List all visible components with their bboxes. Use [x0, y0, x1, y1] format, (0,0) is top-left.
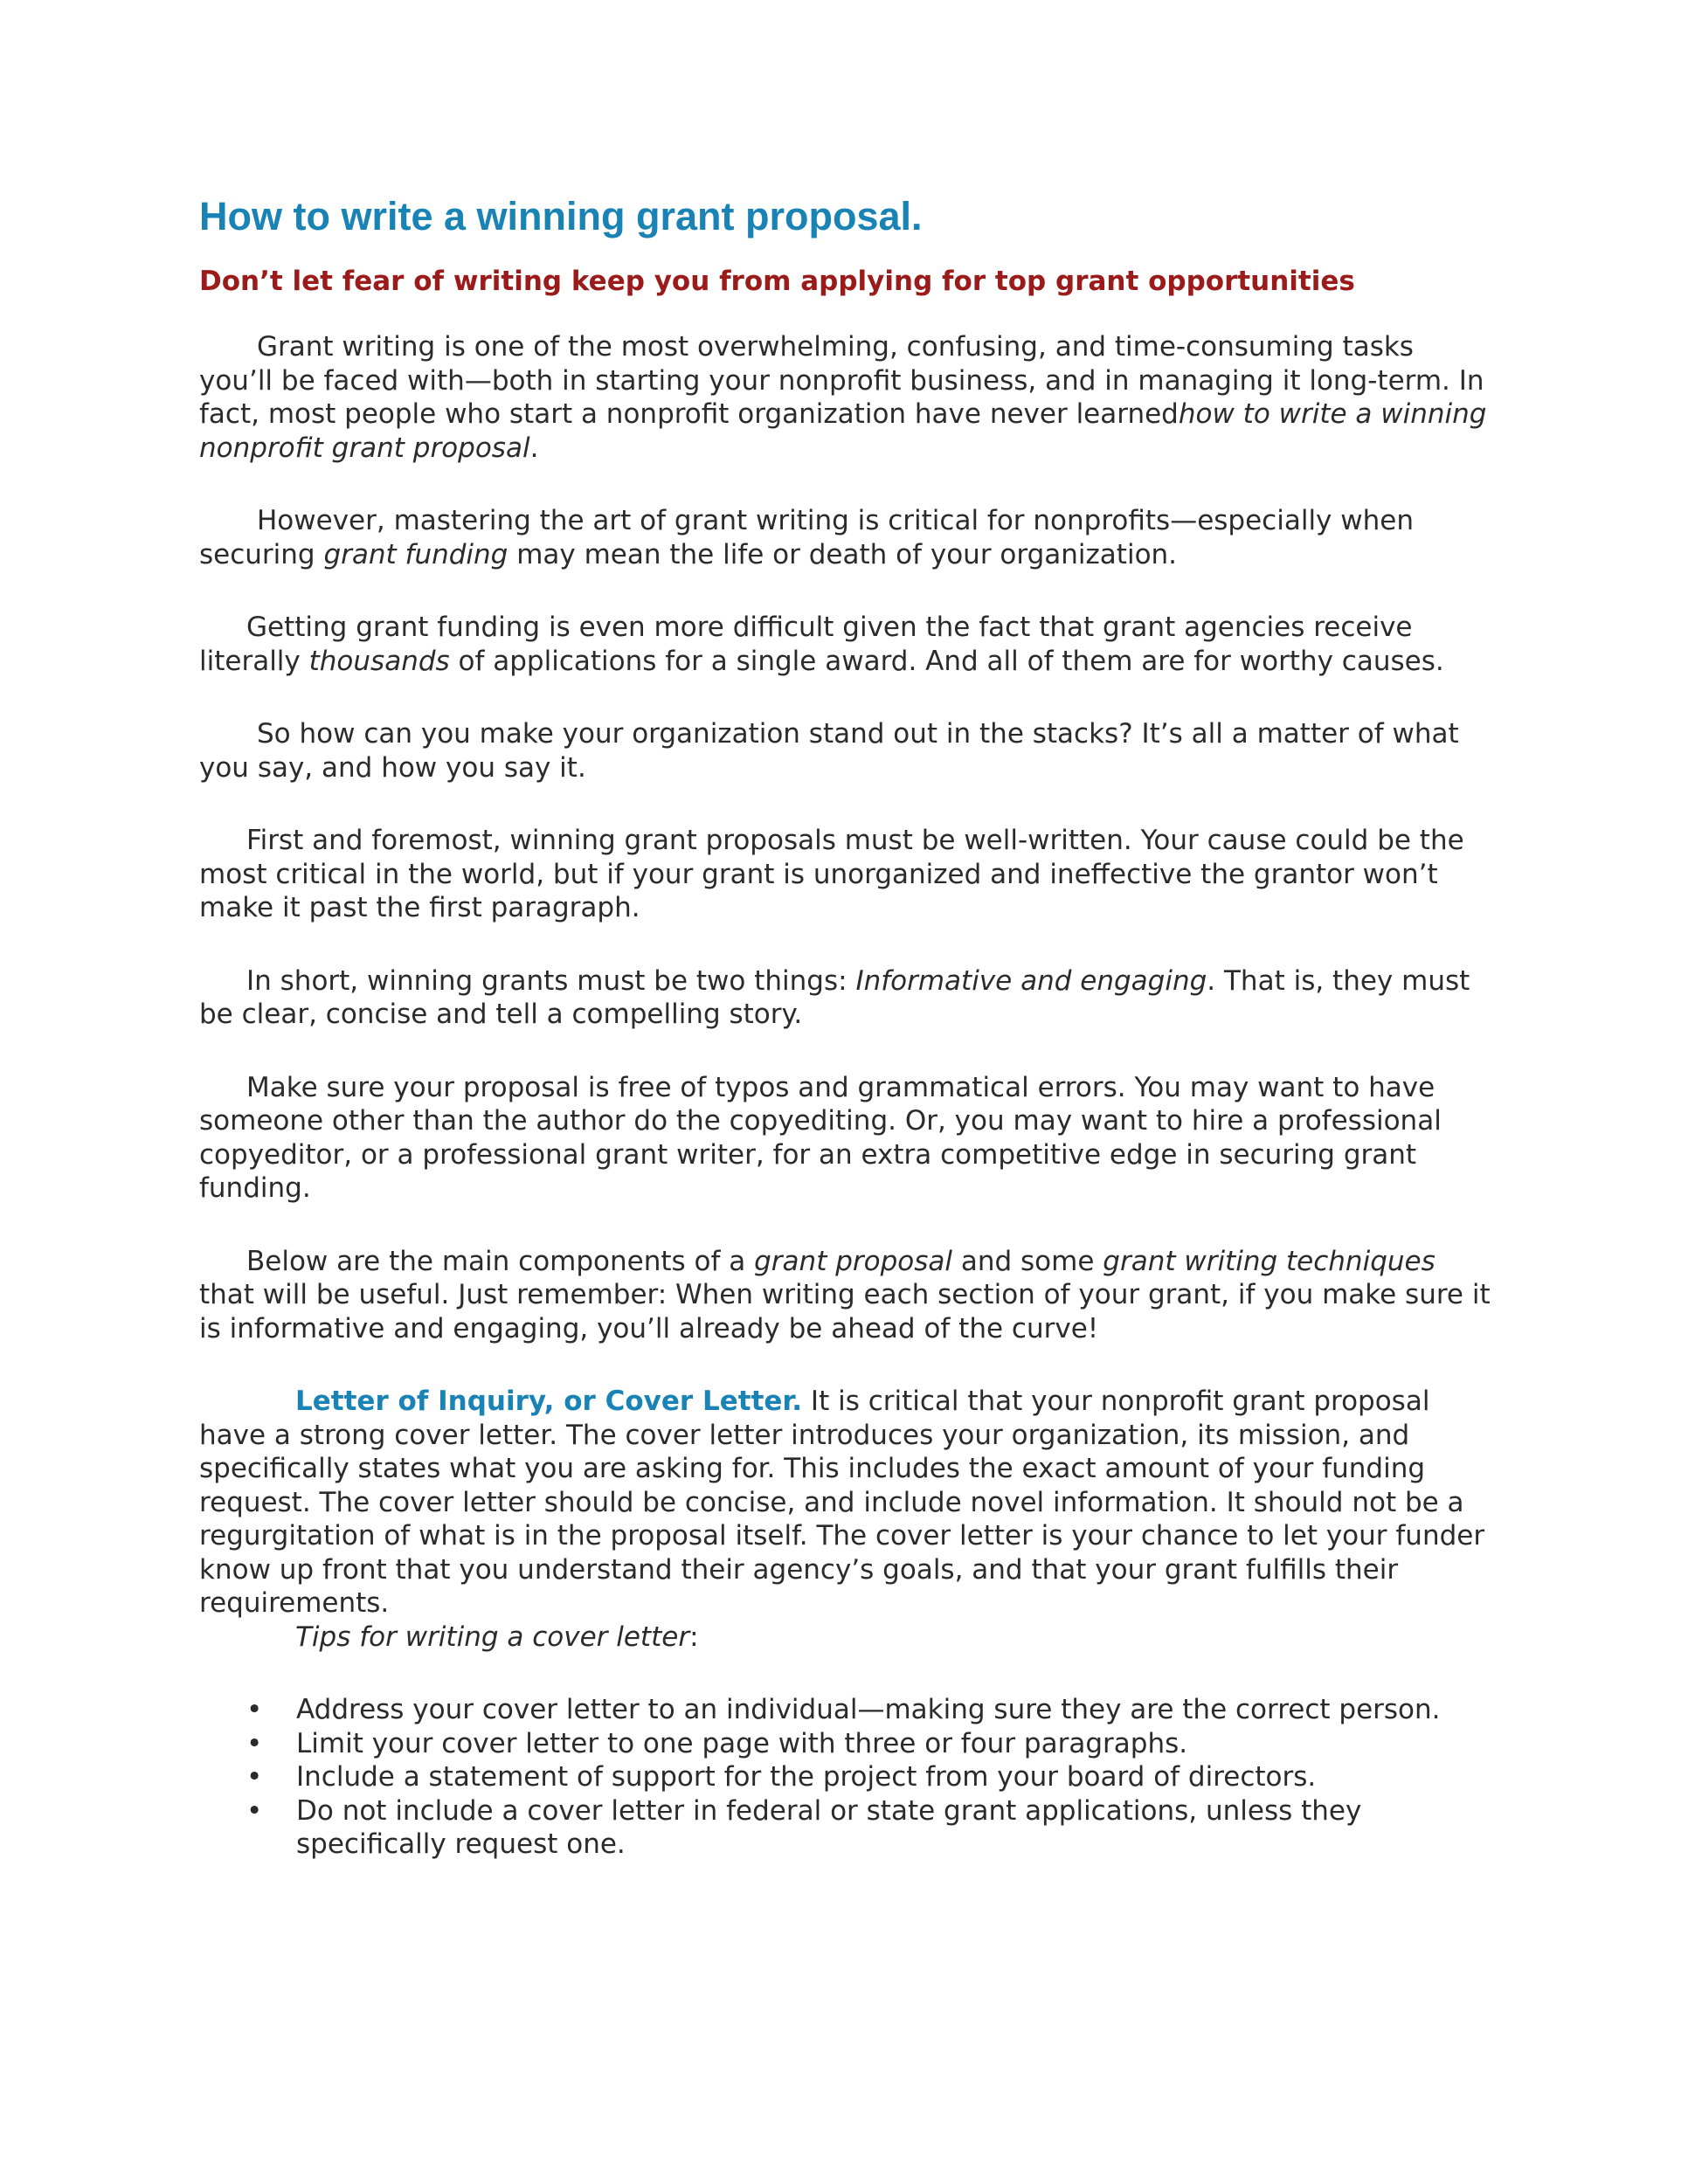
paragraph-text: of applications for a single award. And all of them are for worthy causes. [449, 645, 1444, 677]
paragraph-funding [199, 611, 1492, 678]
emphasis-text: grant writing techniques [1103, 1245, 1435, 1277]
paragraph-text: that will be useful. Just remember: When writing each section of your grant, if you make sure it is informative and engaging, you’ll already be ahead of the curve! [199, 1279, 1491, 1344]
paragraph-text: . That is, they must be clear, concise and tell a compelling story. [199, 964, 1470, 1030]
list-item [199, 1693, 1492, 1727]
bullet-icon: • [246, 1794, 263, 1827]
paragraph-intro [199, 330, 1492, 465]
list-item-text: Do not include a cover letter in federal or state grant applications, unless they specifically request one. [296, 1794, 1362, 1860]
list-item [199, 1794, 1492, 1862]
tips-heading [199, 1621, 1492, 1655]
paragraph-text: . [529, 432, 539, 464]
list-item-text: Include a statement of support for the project from your board of directors. [296, 1761, 1317, 1793]
emphasis-text: how to write a winning nonprofit grant proposal [199, 398, 1487, 464]
page-subtitle: Don’t let fear of writing keep you from applying for top grant opportunities [199, 266, 1355, 297]
emphasis-text: grant proposal [754, 1245, 952, 1277]
list-item [199, 1727, 1492, 1761]
paragraph-text: may mean the life or death of your organization. [508, 538, 1178, 570]
paragraph-text: In short, winning grants must be two things: [246, 964, 856, 997]
emphasis-text: Informative and engaging [855, 964, 1207, 997]
paragraph-text: However, mastering the art of grant writing is critical for nonprofits—especially when securing [199, 505, 1414, 570]
paragraph-text: and some [952, 1245, 1103, 1277]
document-page [199, 192, 1492, 1862]
paragraph-text: Grant writing is one of the most overwhelming, confusing, and time-consuming tasks you’ll be faced with—both in starting your nonprofit business, and in managing it long-term. In fact, most people who start a nonprofit organization have never learned [199, 331, 1484, 430]
paragraph-text: Getting grant funding is even more difficult given the fact that grant agencies receive literally [199, 612, 1413, 677]
bullet-icon: • [246, 1727, 263, 1759]
list-item [199, 1760, 1492, 1794]
paragraph-well-written: First and foremost, winning grant proposals must be well-written. Your cause could be the most critical in the world, but if your grant is unorganized and ineffective the grantor won’t make it past the first paragraph. [199, 825, 1464, 923]
paragraph-text: It is critical that your nonprofit grant proposal have a strong cover letter. The cover letter introduces your organization, its mission, and specifically states what you are asking for. This includes the exact amount of your funding request. The cover letter should be concise, and include novel information. It should not be a regurgitation of what is in the proposal itself. The cover letter is your chance to let your funder know up front that you understand their agency’s goals, and that your grant fulfills their requirements. [199, 1386, 1485, 1619]
bullet-icon: • [246, 1694, 263, 1725]
paragraph-mastering [199, 504, 1492, 571]
emphasis-text: thousands [308, 645, 450, 677]
list-item-text: Address your cover letter to an individual—making sure they are the correct person. [296, 1694, 1441, 1725]
tips-colon: : [689, 1621, 699, 1653]
section-heading-cover-letter: Letter of Inquiry, or Cover Letter. [295, 1386, 803, 1417]
page-title: How to write a winning grant proposal. [199, 194, 923, 238]
paragraph-text: Below are the main components of a [246, 1245, 755, 1277]
list-item-text: Limit your cover letter to one page with three or four paragraphs. [296, 1727, 1188, 1759]
emphasis-text: grant funding [323, 538, 508, 570]
paragraph-components [199, 1245, 1492, 1346]
paragraph-informative [199, 964, 1492, 1032]
bullet-icon: • [246, 1761, 263, 1793]
paragraph-cover-letter [199, 1385, 1492, 1621]
tips-list [199, 1693, 1492, 1862]
paragraph-stand-out: So how can you make your organization stand out in the stacks? It’s all a matter of what you say, and how you say it. [199, 718, 1459, 784]
tips-label: Tips for writing a cover letter [295, 1621, 690, 1653]
paragraph-typos: Make sure your proposal is free of typos and grammatical errors. You may want to have someone other than the author do the copyediting. Or, you may want to hire a professional copyeditor, or a professional grant writer, for an extra competitive edge in securing grant funding. [199, 1071, 1442, 1204]
